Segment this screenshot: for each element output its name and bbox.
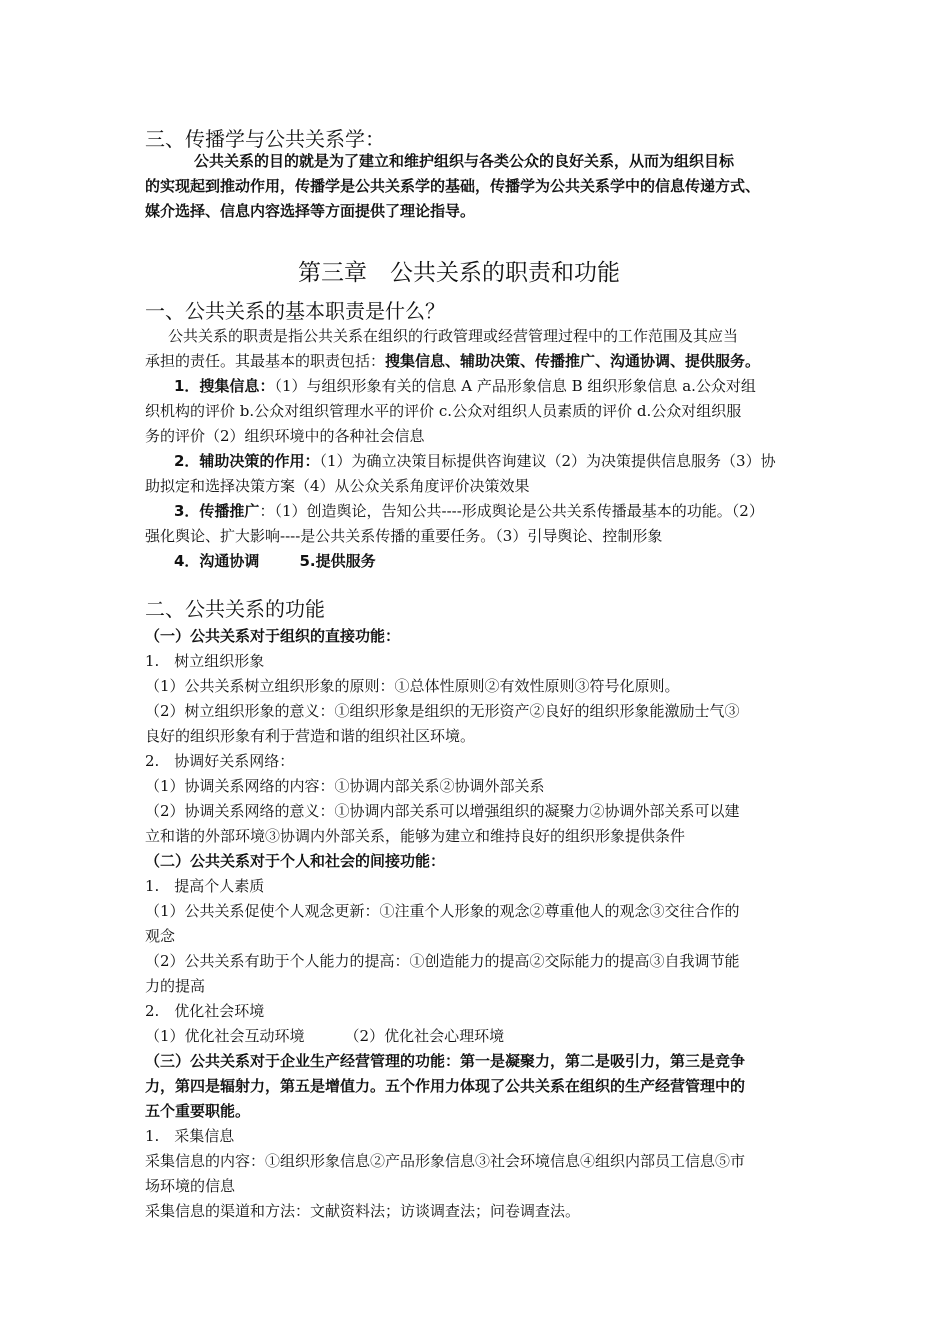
paragraph-line: （2）树立组织形象的意义：①组织形象是组织的无形资产②良好的组织形象能激励士气③: [145, 702, 740, 720]
paragraph-line: 公共关系的目的就是为了建立和维护组织与各类公众的良好关系，从而为组织目标: [194, 152, 735, 170]
paragraph-line: 公共关系的职责是指公共关系在组织的行政管理或经营管理过程中的工作范围及其应当: [168, 327, 739, 345]
paragraph-line: 2. 协调好关系网络：: [145, 752, 295, 770]
item-text: ：（1）创造舆论，告知公共----形成舆论是公共关系传播最基本的功能。（2）: [259, 502, 764, 520]
paragraph-line: [145, 351, 760, 371]
paragraph-line: （1）公共关系促使个人观念更新：①注重个人形象的观念②尊重他人的观念③交往合作的: [145, 902, 740, 920]
paragraph-line: 强化舆论、扩大影响----是公共关系传播的重要任务。（3）引导舆论、控制形象: [145, 527, 663, 545]
paragraph-line: （1）公共关系树立组织形象的原则：①总体性原则②有效性原则③符号化原则。: [145, 677, 680, 695]
text-run: 承担的责任。其最基本的职责包括：: [145, 352, 386, 370]
paragraph-line: （2）协调关系网络的意义：①协调内部关系可以增强组织的凝聚力②协调外部关系可以建: [145, 802, 740, 820]
paragraph-line: [145, 1026, 504, 1046]
chapter-title: 第三章 公共关系的职责和功能: [298, 260, 620, 286]
item-label: 1．搜集信息：: [174, 377, 275, 395]
list-item: [174, 376, 756, 396]
subheading: （一）公共关系对于组织的直接功能：: [145, 627, 401, 645]
paragraph-line: 1. 采集信息: [145, 1127, 235, 1145]
section-heading: 三、传播学与公共关系学：: [145, 127, 385, 151]
paragraph-line: 采集信息的渠道和方法：文献资料法；访谈调查法；问卷调查法。: [145, 1202, 581, 1220]
text-run: （2）优化社会心理环境: [344, 1027, 505, 1045]
paragraph-line: （2）公共关系有助于个人能力的提高：①创造能力的提高②交际能力的提高③自我调节能: [145, 952, 740, 970]
item-text: （1）与组织形象有关的信息 A 产品形象信息 B 组织形象信息 a.公众对组: [274, 377, 756, 395]
paragraph-line: 采集信息的内容：①组织形象信息②产品形象信息③社会环境信息④组织内部员工信息⑤市: [145, 1152, 746, 1170]
paragraph-line: 良好的组织形象有利于营造和谐的组织社区环境。: [145, 727, 476, 745]
list-item: [174, 451, 776, 471]
text-run: （1）优化社会互动环境: [145, 1027, 305, 1045]
paragraph-line: 2. 优化社会环境: [145, 1002, 265, 1020]
paragraph-line: 务的评价（2）组织环境中的各种社会信息: [145, 427, 425, 445]
paragraph-line: （1）协调关系网络的内容：①协调内部关系②协调外部关系: [145, 777, 545, 795]
paragraph-line: 1. 树立组织形象: [145, 652, 265, 670]
paragraph-line: 五个重要职能。: [145, 1102, 251, 1120]
paragraph-line: 观念: [145, 927, 176, 945]
subheading: （二）公共关系对于个人和社会的间接功能：: [145, 852, 446, 870]
paragraph-line: 的实现起到推动作用，传播学是公共关系学的基础，传播学为公共关系学中的信息传递方式、: [145, 177, 761, 195]
item-label: 5.提供服务: [299, 552, 376, 570]
section-heading: 一、公共关系的基本职责是什么？: [145, 299, 445, 323]
item-label: 4．沟通协调: [174, 552, 260, 570]
item-label: 2．辅助决策的作用：: [174, 452, 320, 470]
item-label: 3．传播推广: [174, 502, 260, 520]
list-item: [174, 501, 764, 521]
section-heading: 二、公共关系的功能: [145, 597, 325, 621]
bold-text-run: 搜集信息、辅助决策、传播推广、沟通协调、提供服务。: [385, 352, 761, 370]
paragraph-line: 力的提高: [145, 977, 206, 995]
paragraph-line: 力，第四是辐射力，第五是增值力。五个作用力体现了公共关系在组织的生产经营管理中的: [145, 1077, 746, 1095]
list-item: [174, 551, 376, 571]
paragraph-line: （三）公共关系对于企业生产经营管理的功能：第一是凝聚力，第二是吸引力，第三是竞争: [145, 1052, 746, 1070]
item-text: （1）为确立决策目标提供咨询建议（2）为决策提供信息服务（3）协: [319, 452, 776, 470]
paragraph-line: 助拟定和选择决策方案（4）从公众关系角度评价决策效果: [145, 477, 530, 495]
paragraph-line: 立和谐的外部环境③协调内外部关系，能够为建立和维持良好的组织形象提供条件: [145, 827, 686, 845]
paragraph-line: 1. 提高个人素质: [145, 877, 265, 895]
paragraph-line: 媒介选择、信息内容选择等方面提供了理论指导。: [145, 202, 476, 220]
paragraph-line: 场环境的信息: [145, 1177, 236, 1195]
paragraph-line: 织机构的评价 b.公众对组织管理水平的评价 c.公众对组织人员素质的评价 d.公众对组织服: [145, 402, 742, 420]
